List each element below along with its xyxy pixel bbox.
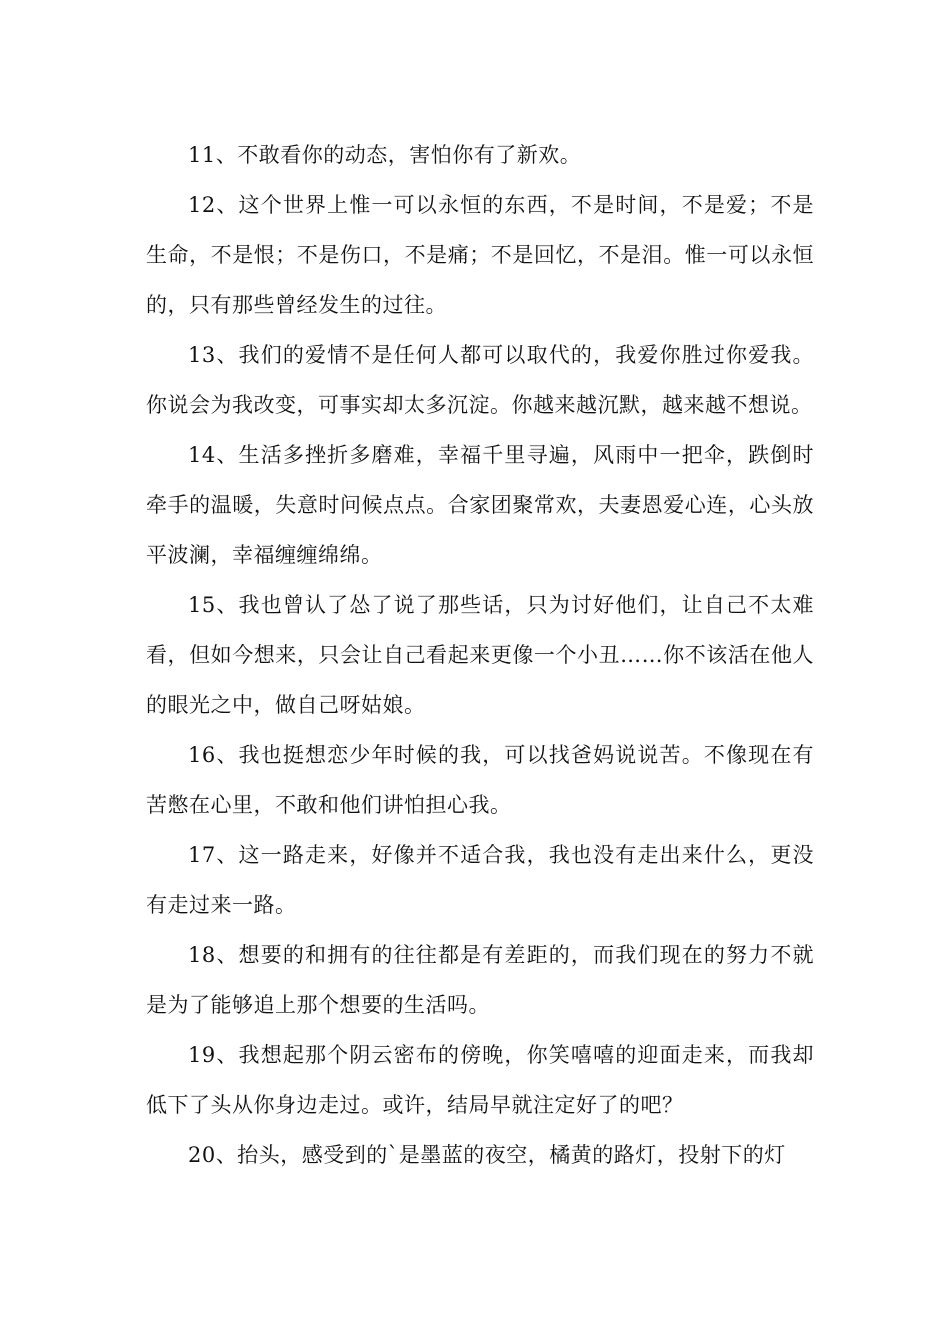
paragraph-16: 16、我也挺想恋少年时候的我，可以找爸妈说说苦。不像现在有苦憋在心里，不敢和他们讲怕担心我。 (146, 743, 814, 817)
paragraph-17: 17、这一路走来，好像并不适合我，我也没有走出来什么，更没有走过来一路。 (146, 843, 814, 917)
paragraph-13: 13、我们的爱情不是任何人都可以取代的，我爱你胜过你爱我。你说会为我改变，可事实却太多沉淀。你越来越沉默，越来越不想说。 (146, 343, 814, 417)
document-body (146, 130, 814, 1180)
paragraph-15: 15、我也曾认了怂了说了那些话，只为讨好他们，让自己不太难看，但如今想来，只会让自己看起来更像一个小丑……你不该活在他人的眼光之中，做自己呀姑娘。 (146, 593, 814, 717)
paragraph-20: 20、抬头，感受到的`是墨蓝的夜空，橘黄的路灯，投射下的灯 (188, 1143, 786, 1167)
paragraph-12: 12、这个世界上惟一可以永恒的东西，不是时间，不是爱；不是生命，不是恨；不是伤口，不是痛；不是回忆，不是泪。惟一可以永恒的，只有那些曾经发生的过往。 (146, 193, 814, 317)
paragraph-11: 11、不敢看你的动态，害怕你有了新欢。 (188, 143, 582, 167)
paragraph-19: 19、我想起那个阴云密布的傍晚，你笑嘻嘻的迎面走来，而我却低下了头从你身边走过。或许，结局早就注定好了的吧？ (146, 1043, 814, 1117)
paragraph-18: 18、想要的和拥有的往往都是有差距的，而我们现在的努力不就是为了能够追上那个想要的生活吗。 (146, 943, 814, 1017)
paragraph-14: 14、生活多挫折多磨难，幸福千里寻遍，风雨中一把伞，跌倒时牵手的温暖，失意时问候点点。合家团聚常欢，夫妻恩爱心连，心头放平波澜，幸福缠缠绵绵。 (146, 443, 814, 567)
